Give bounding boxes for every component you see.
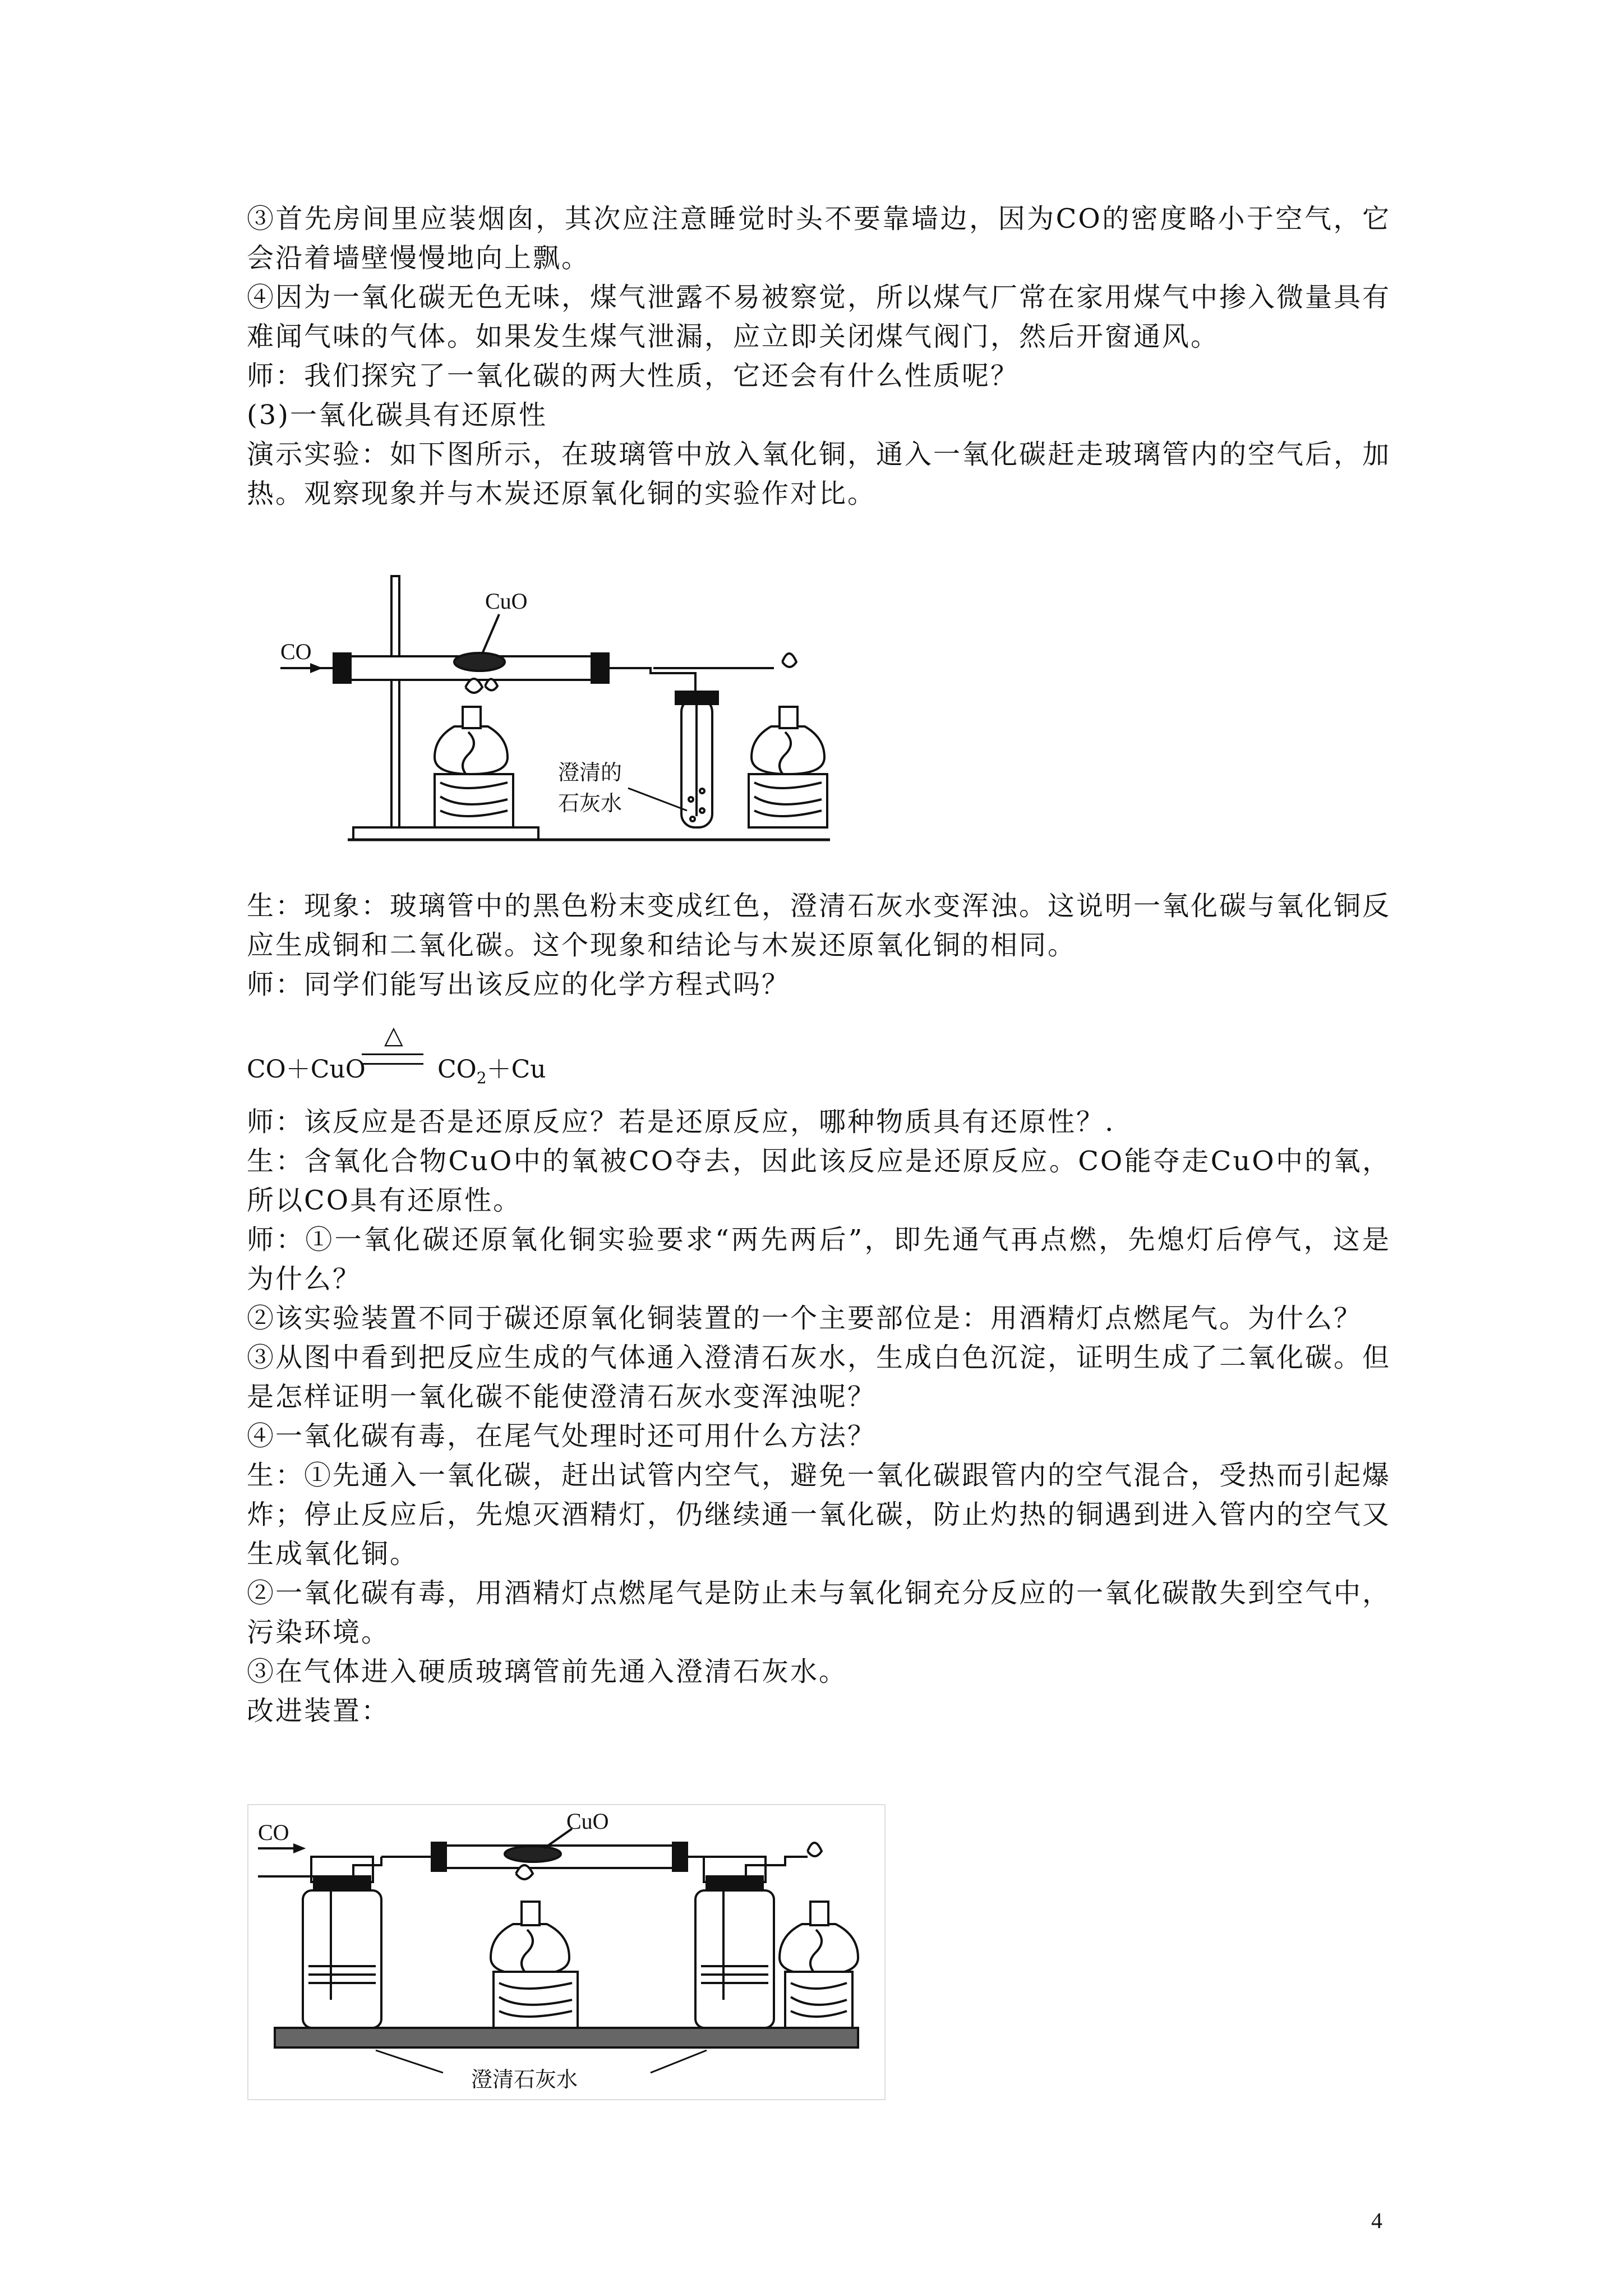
- paragraph: ③在气体进入硬质玻璃管前先通入澄清石灰水。: [247, 1656, 848, 1687]
- apparatus-figure-1: [269, 564, 897, 855]
- equation-equals-sign: [362, 1053, 423, 1065]
- text-section-discussion: [247, 1102, 1391, 1731]
- paragraph: ②该实验装置不同于碳还原氧化铜装置的一个主要部位是：用酒精灯点燃尾气。为什么？: [247, 1303, 1363, 1334]
- paragraph: 生：含氧化合物CuO中的氧被CO夺去，因此该反应是还原反应。CO能夺走CuO中的氧，所以CO具有还原性。: [247, 1145, 1391, 1216]
- paragraph: 师：①一氧化碳还原氧化铜实验要求“两先两后”，即先通气再点燃，先熄灯后停气，这是为什么？: [247, 1224, 1391, 1295]
- product-co: CO: [437, 1055, 477, 1084]
- section-heading: (3)一氧化碳具有还原性: [247, 399, 547, 431]
- paragraph: ④一氧化碳有毒，在尾气处理时还可用什么方法？: [247, 1420, 877, 1452]
- paragraph: 演示实验：如下图所示，在玻璃管中放入氧化铜，通入一氧化碳赶走玻璃管内的空气后，加热。观察现象并与木炭还原氧化铜的实验作对比。: [247, 439, 1391, 509]
- paragraph: ③首先房间里应装烟囱，其次应注意睡觉时头不要靠墙边，因为CO的密度略小于空气，它会沿着墙壁慢慢地向上飘。: [247, 203, 1391, 274]
- equation-reactants: CO＋CuO: [247, 1055, 366, 1084]
- apparatus-figure-2: [247, 1803, 886, 2101]
- paragraph: ④因为一氧化碳无色无味，煤气泄露不易被察觉，所以煤气厂常在家用煤气中掺入微量具有难闻气味的气体。如果发生煤气泄漏，应立即关闭煤气阀门，然后开窗通风。: [247, 282, 1391, 352]
- paragraph: ③从图中看到把反应生成的气体通入澄清石灰水，生成白色沉淀，证明生成了二氧化碳。但是怎样证明一氧化碳不能使澄清石灰水变浑浊呢？: [247, 1342, 1391, 1412]
- text-section-observation: [247, 886, 1391, 1004]
- text-section-intro: [247, 199, 1391, 513]
- limewater-label-line2: 石灰水: [558, 791, 623, 816]
- limewater-label-line1: 澄清的: [558, 760, 623, 785]
- page-number: 4: [1371, 2208, 1382, 2233]
- chemical-equation: [247, 1021, 808, 1088]
- cuo-label: CuO: [566, 1809, 609, 1834]
- equation-condition: △: [384, 1021, 403, 1050]
- paragraph: 改进装置：: [247, 1695, 390, 1727]
- paragraph: 师：该反应是否是还原反应？若是还原反应，哪种物质具有还原性？.: [247, 1106, 1115, 1138]
- limewater-label: 澄清石灰水: [471, 2067, 578, 2092]
- paragraph: 师：同学们能写出该反应的化学方程式吗？: [247, 969, 791, 1000]
- co-label: CO: [258, 1820, 289, 1845]
- co-label: CO: [280, 639, 312, 664]
- paragraph: 生：现象：玻璃管中的黑色粉末变成红色，澄清石灰水变浑浊。这说明一氧化碳与氧化铜反应生成铜和二氧化碳。这个现象和结论与木炭还原氧化铜的相同。: [247, 890, 1391, 961]
- product-cu: ＋Cu: [486, 1055, 546, 1084]
- paragraph: 师：我们探究了一氧化碳的两大性质，它还会有什么性质呢？: [247, 360, 1020, 392]
- paragraph: 生：①先通入一氧化碳，赶出试管内空气，避免一氧化碳跟管内的空气混合，受热而引起爆炸；停止反应后，先熄灭酒精灯，仍继续通一氧化碳，防止灼热的铜遇到进入管内的空气又生成氧化铜。: [247, 1460, 1391, 1570]
- equation-products: [437, 1049, 546, 1087]
- product-subscript: 2: [476, 1068, 487, 1087]
- cuo-label: CuO: [485, 588, 528, 614]
- paragraph: ②一氧化碳有毒，用酒精灯点燃尾气是防止未与氧化铜充分反应的一氧化碳散失到空气中，污染环境。: [247, 1577, 1391, 1648]
